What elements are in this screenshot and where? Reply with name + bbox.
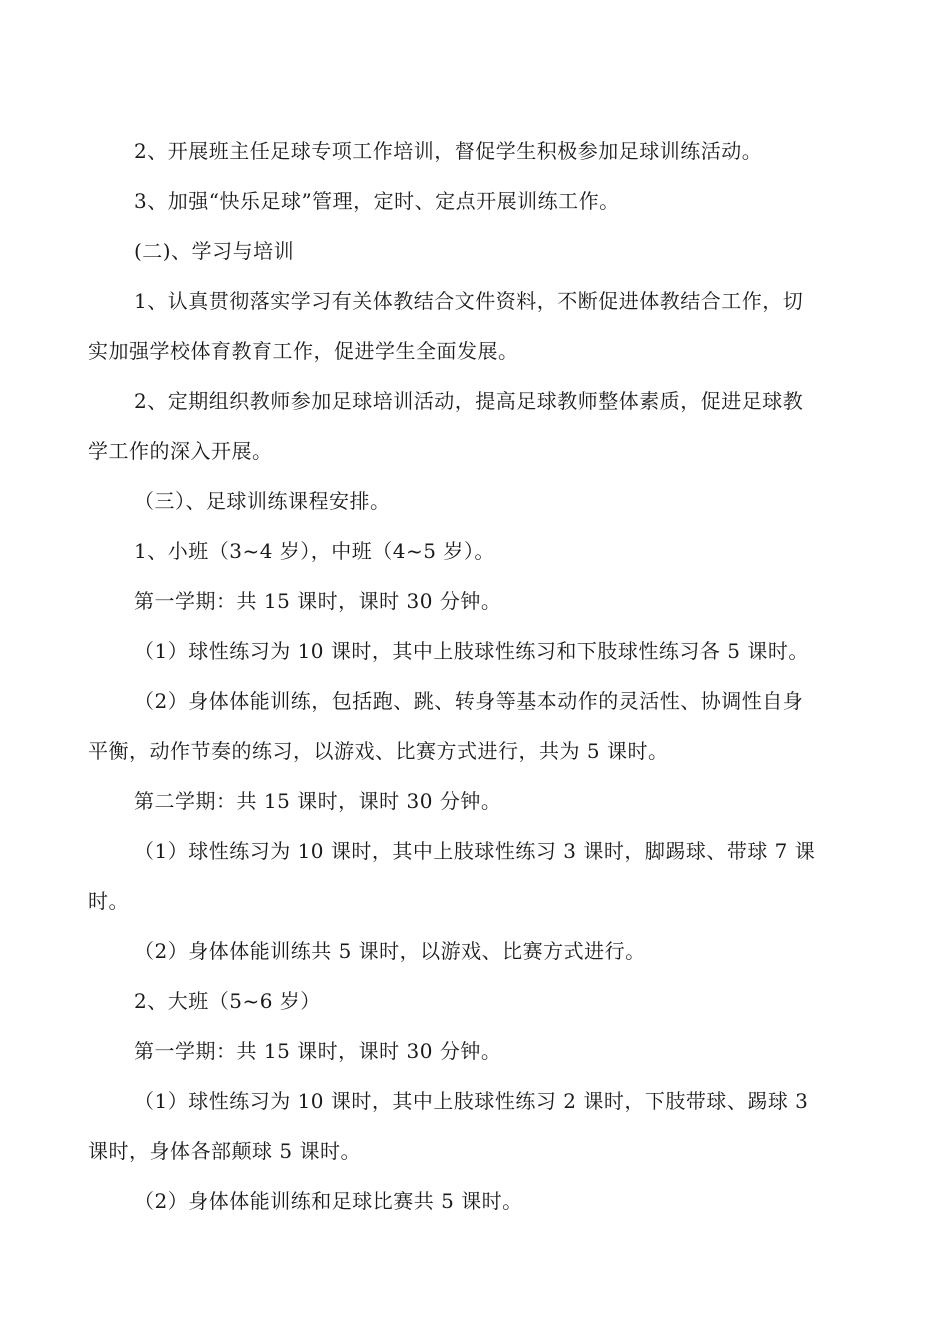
paragraph-line: 3、加强“快乐足球”管理，定时、定点开展训练工作。	[134, 189, 620, 213]
paragraph-line: 2、定期组织教师参加足球培训活动，提高足球教师整体素质，促进足球教	[134, 389, 804, 413]
paragraph-line: （1）球性练习为 10 课时，其中上肢球性练习 3 课时，脚踢球、带球 7 课	[134, 839, 816, 863]
paragraph-line: （1）球性练习为 10 课时，其中上肢球性练习 2 课时，下肢带球、踢球 3	[134, 1089, 809, 1113]
paragraph-line: 1、认真贯彻落实学习有关体教结合文件资料，不断促进体教结合工作，切	[134, 289, 804, 313]
paragraph-line: 时。	[88, 889, 129, 913]
paragraph-line: 课时，身体各部颠球 5 课时。	[88, 1139, 361, 1163]
paragraph-line: 第一学期：共 15 课时，课时 30 分钟。	[134, 589, 502, 613]
paragraph-line: （1）球性练习为 10 课时，其中上肢球性练习和下肢球性练习各 5 课时。	[134, 639, 809, 663]
section-heading: (二)、学习与培训	[134, 239, 295, 263]
paragraph-line: （2）身体体能训练，包括跑、跳、转身等基本动作的灵活性、协调性自身	[134, 689, 804, 713]
paragraph-line: （2）身体体能训练共 5 课时，以游戏、比赛方式进行。	[134, 939, 646, 963]
paragraph-line: 第二学期：共 15 课时，课时 30 分钟。	[134, 789, 502, 813]
paragraph-line: 2、大班（5~6 岁）	[134, 989, 321, 1013]
paragraph-line: 学工作的深入开展。	[88, 439, 273, 463]
paragraph-line: 1、小班（3~4 岁），中班（4~5 岁）。	[134, 539, 495, 563]
section-heading: （三）、足球训练课程安排。	[134, 489, 391, 513]
paragraph-line: 实加强学校体育教育工作，促进学生全面发展。	[88, 339, 519, 363]
paragraph-line: 平衡，动作节奏的练习，以游戏、比赛方式进行，共为 5 课时。	[88, 739, 669, 763]
paragraph-line: 第一学期：共 15 课时，课时 30 分钟。	[134, 1039, 502, 1063]
paragraph-line: 2、开展班主任足球专项工作培训，督促学生积极参加足球训练活动。	[134, 139, 763, 163]
paragraph-line: （2）身体体能训练和足球比赛共 5 课时。	[134, 1189, 523, 1213]
